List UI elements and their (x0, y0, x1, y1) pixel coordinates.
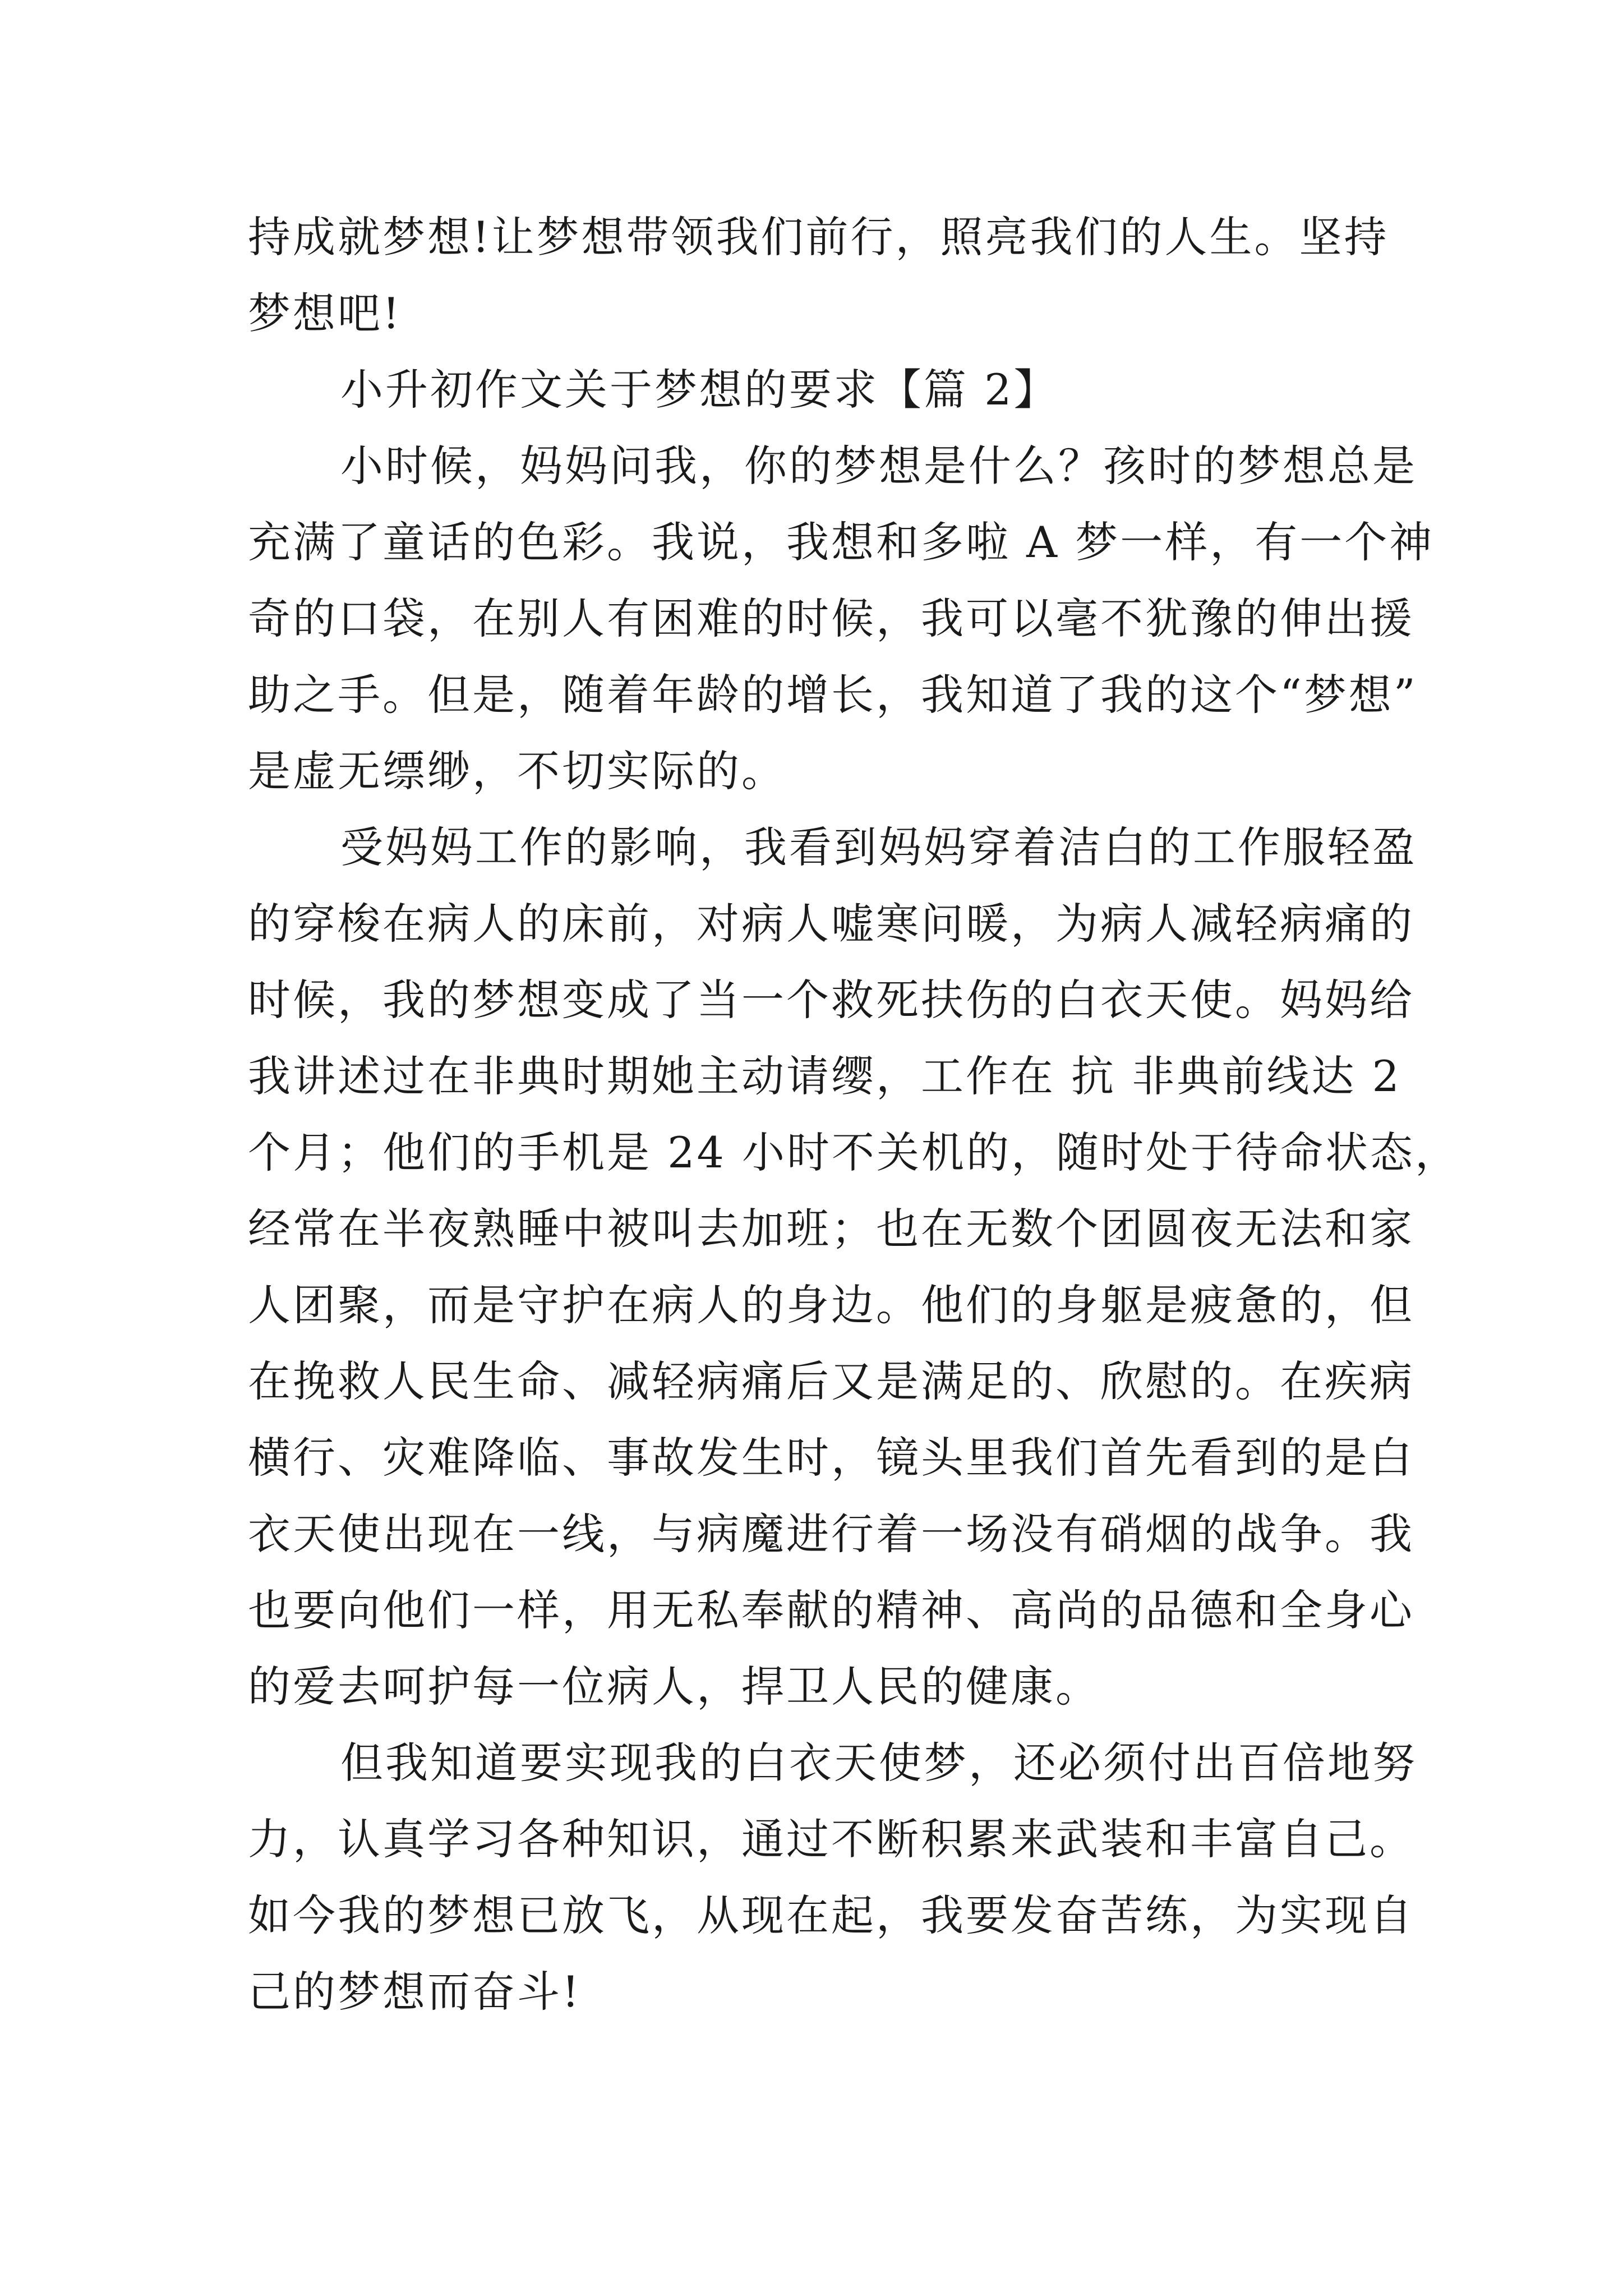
text-line: 横行、灾难降临、事故发生时，镜头里我们首先看到的是白 (248, 1433, 1414, 1483)
text-line: 是虚无缥缈，不切实际的。 (248, 746, 786, 796)
document-body (248, 199, 1460, 2030)
text-line: 受妈妈工作的影响，我看到妈妈穿着洁白的工作服轻盈 (340, 822, 1417, 872)
text-line: 如今我的梦想已放飞，从现在起，我要发奋苦练，为实现自 (248, 1890, 1414, 1940)
section-heading: 小升初作文关于梦想的要求【篇 2】 (340, 365, 1059, 415)
text-line: 也要向他们一样，用无私奉献的精神、高尚的品德和全身心 (248, 1585, 1414, 1635)
text-line: 持成就梦想!让梦想带领我们前行，照亮我们的人生。坚持 (248, 212, 1389, 262)
text-line: 梦想吧! (248, 288, 402, 338)
text-line: 小时候，妈妈问我，你的梦想是什么？孩时的梦想总是 (340, 441, 1417, 491)
text-line: 己的梦想而奋斗! (248, 1967, 582, 2017)
text-line: 我讲述过在非典时期她主动请缨，工作在 抗 非典前线达 2 (248, 1051, 1401, 1101)
text-line: 衣天使出现在一线，与病魔进行着一场没有硝烟的战争。我 (248, 1509, 1414, 1559)
text-line: 经常在半夜熟睡中被叫去加班；也在无数个团圆夜无法和家 (248, 1204, 1414, 1254)
text-line: 充满了童话的色彩。我说，我想和多啦 A 梦一样，有一个神 (248, 517, 1435, 567)
text-line: 但我知道要实现我的白衣天使梦，还必须付出百倍地努 (340, 1738, 1417, 1788)
text-line: 助之手。但是，随着年龄的增长，我知道了我的这个“梦想” (248, 670, 1418, 720)
text-line: 奇的口袋，在别人有困难的时候，我可以毫不犹豫的伸出援 (248, 593, 1414, 643)
text-line: 的爱去呵护每一位病人，捍卫人民的健康。 (248, 1662, 1100, 1711)
text-line: 在挽救人民生命、减轻病痛后又是满足的、欣慰的。在疾病 (248, 1356, 1414, 1406)
text-line: 时候，我的梦想变成了当一个救死扶伤的白衣天使。妈妈给 (248, 975, 1414, 1025)
text-line: 个月；他们的手机是 24 小时不关机的，随时处于待命状态， (248, 1128, 1460, 1177)
text-line: 力，认真学习各种知识，通过不断积累来武装和丰富自己。 (248, 1814, 1414, 1864)
text-line: 的穿梭在病人的床前，对病人嘘寒问暖，为病人减轻病痛的 (248, 899, 1414, 949)
text-line: 人团聚，而是守护在病人的身边。他们的身躯是疲惫的，但 (248, 1280, 1414, 1330)
